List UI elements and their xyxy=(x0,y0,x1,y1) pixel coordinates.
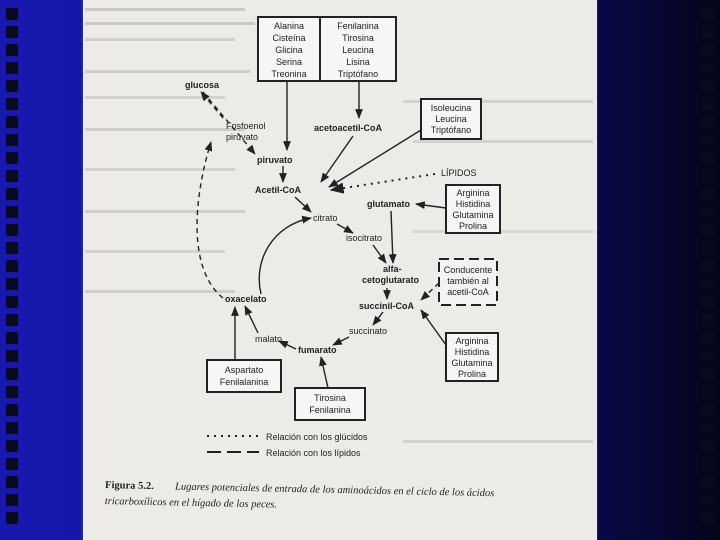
arrow-malato-to-oxacelato xyxy=(245,306,258,333)
border-square xyxy=(6,134,18,146)
box-arginina-bottom-line-1: Arginina xyxy=(455,336,489,346)
label-oxacelato: oxacelato xyxy=(225,294,267,304)
box-isoleucina-line-2: Leucina xyxy=(435,114,467,124)
label-malato: malato xyxy=(255,334,283,344)
label-citrato: citrato xyxy=(313,213,338,223)
border-square xyxy=(702,152,714,164)
legend-lipidos: Relación con los lípidos xyxy=(266,448,361,458)
border-square xyxy=(6,206,18,218)
border-square xyxy=(6,8,18,20)
border-square xyxy=(6,314,18,326)
label-succinil-coa: succinil-CoA xyxy=(359,301,415,311)
legend xyxy=(207,432,368,458)
box-arginina-top-line-1: Arginina xyxy=(456,188,490,198)
arrow-arginina-to-glutamato xyxy=(416,204,446,208)
border-square xyxy=(702,314,714,326)
border-square xyxy=(6,458,18,470)
border-square xyxy=(702,170,714,182)
border-square xyxy=(702,332,714,344)
border-square xyxy=(6,476,18,488)
border-square xyxy=(702,350,714,362)
border-square xyxy=(6,296,18,308)
box-tirosina-line-1: Tirosina xyxy=(314,393,346,403)
caption-line-2: tricarboxílicos en el hígado de los peces. xyxy=(104,496,278,511)
label-succinato: succinato xyxy=(349,326,388,336)
left-square-border xyxy=(6,0,18,540)
border-square xyxy=(6,62,18,74)
legend-glucidos: Relación con los glúcidos xyxy=(266,432,368,442)
box-conducente-line-2: también al xyxy=(447,276,489,286)
border-square xyxy=(702,134,714,146)
box-tirosina-line-2: Fenilanina xyxy=(309,405,351,415)
box-arginina-top-group xyxy=(446,185,500,233)
border-square xyxy=(702,62,714,74)
label-lipidos: LÍPIDOS xyxy=(441,168,477,178)
arrow-fosfoenol-to-glucosa xyxy=(201,92,223,118)
border-square xyxy=(6,44,18,56)
box-aspartato-group xyxy=(207,360,281,392)
border-square xyxy=(702,188,714,200)
box-arginina-bottom-line-4: Prolina xyxy=(457,369,487,379)
border-square xyxy=(702,296,714,308)
arrow-isocitrato-to-alfa xyxy=(373,245,386,263)
border-square xyxy=(702,44,714,56)
border-square xyxy=(6,116,18,128)
label-fosfoenol-1: Fosfoenol xyxy=(226,121,266,131)
border-square xyxy=(702,386,714,398)
border-square xyxy=(702,260,714,272)
border-square xyxy=(6,224,18,236)
arrow-oxacelato-to-fosfoenol xyxy=(197,142,223,298)
box-aspartato-line-2: Fenilalanina xyxy=(219,377,269,387)
box-isoleucina-group xyxy=(421,99,481,139)
border-square xyxy=(6,368,18,380)
box-arginina-bottom-line-3: Glutamina xyxy=(451,358,493,368)
box-arginina-top-line-2: Histidina xyxy=(455,199,491,209)
border-square xyxy=(6,350,18,362)
border-square xyxy=(702,26,714,38)
box-conducente-line-1: Conducente xyxy=(443,265,493,275)
border-square xyxy=(6,512,18,524)
box-alanina-line-3: Glicina xyxy=(275,45,303,55)
label-alfa-2: cetoglutarato xyxy=(362,275,420,285)
border-square xyxy=(702,242,714,254)
label-glucosa: glucosa xyxy=(185,80,220,90)
border-square xyxy=(702,476,714,488)
arrow-cycle-oxacelato-to-citrato xyxy=(259,218,311,294)
border-square xyxy=(702,98,714,110)
box-alanina-group xyxy=(258,17,320,81)
box-conducente-line-3: acetil-CoA xyxy=(447,287,489,297)
border-square xyxy=(702,404,714,416)
border-square xyxy=(6,188,18,200)
label-acetoacetil: acetoacetil-CoA xyxy=(314,123,383,133)
box-arginina-bottom-line-2: Histidina xyxy=(454,347,490,357)
label-glutamato: glutamato xyxy=(367,199,411,209)
border-square xyxy=(6,278,18,290)
border-square xyxy=(6,422,18,434)
box-fenilalanina-line-2: Tirosina xyxy=(342,33,374,43)
border-square xyxy=(6,260,18,272)
label-alfa-1: alfa- xyxy=(383,264,402,274)
box-alanina-line-2: Cisteína xyxy=(272,33,306,43)
arrow-citrato-to-isocitrato xyxy=(337,224,353,233)
border-square xyxy=(6,170,18,182)
border-square xyxy=(702,8,714,20)
border-square xyxy=(702,494,714,506)
box-fenilalanina-line-3: Leucina xyxy=(342,45,374,55)
box-arginina-bottom-group xyxy=(446,333,498,381)
caption-label: Figura 5.2. xyxy=(104,480,154,493)
right-square-border xyxy=(702,0,714,540)
border-square xyxy=(6,26,18,38)
border-square xyxy=(702,512,714,524)
border-square xyxy=(702,368,714,380)
box-tirosina-group xyxy=(295,388,365,420)
box-fenilalanina-line-5: Triptófano xyxy=(337,69,379,79)
arrow-succinato-to-fumarato xyxy=(333,337,349,345)
border-square xyxy=(702,458,714,470)
box-isoleucina-line-3: Triptófano xyxy=(430,125,472,135)
label-piruvato: piruvato xyxy=(257,155,293,165)
border-square xyxy=(6,242,18,254)
figure-caption xyxy=(105,480,495,515)
box-aspartato-line-1: Aspartato xyxy=(224,365,264,375)
box-fenilalanina-group xyxy=(320,17,396,81)
border-square xyxy=(6,332,18,344)
border-square xyxy=(702,224,714,236)
border-square xyxy=(6,152,18,164)
label-isocitrato: isocitrato xyxy=(346,233,383,243)
box-alanina-line-1: Alanina xyxy=(273,21,305,31)
box-isoleucina-line-1: Isoleucina xyxy=(430,103,472,113)
arrow-tirosina-to-fumarato xyxy=(321,357,328,388)
border-square xyxy=(6,80,18,92)
label-acetil-coa: Acetil-CoA xyxy=(255,185,302,195)
box-alanina-line-5: Treonina xyxy=(271,69,307,79)
border-square xyxy=(702,206,714,218)
scanned-page xyxy=(83,0,597,540)
box-arginina-top-line-3: Glutamina xyxy=(452,210,494,220)
label-fumarato: fumarato xyxy=(298,345,337,355)
box-fenilalanina-line-1: Fenilanina xyxy=(337,21,379,31)
caption-line-1: Lugares potenciales de entrada de los aminoácidos en el ciclo de los ácidos xyxy=(174,481,495,500)
label-fosfoenol-2: piruvato xyxy=(226,132,259,142)
border-square xyxy=(702,422,714,434)
arrow-succinil-to-succinato xyxy=(373,312,383,325)
box-arginina-top-line-4: Prolina xyxy=(458,221,488,231)
box-conducente-group xyxy=(439,259,497,305)
arrow-arginina-bottom-to-succinil xyxy=(421,310,446,345)
border-square xyxy=(702,116,714,128)
arrow-glutamato-to-alfa xyxy=(391,211,393,263)
border-square xyxy=(6,440,18,452)
border-square xyxy=(6,494,18,506)
arrow-conducente-to-succinil xyxy=(421,283,439,300)
box-fenilalanina-line-4: Lisina xyxy=(346,57,370,67)
box-alanina-line-4: Serina xyxy=(275,57,303,67)
border-square xyxy=(702,278,714,290)
border-square xyxy=(6,386,18,398)
border-square xyxy=(6,98,18,110)
metabolic-pathway-diagram xyxy=(83,0,597,540)
arrow-acetil-to-citrato xyxy=(295,197,311,212)
border-square xyxy=(6,404,18,416)
border-square xyxy=(702,440,714,452)
arrow-fumarato-to-malato xyxy=(279,341,296,349)
border-square xyxy=(702,80,714,92)
